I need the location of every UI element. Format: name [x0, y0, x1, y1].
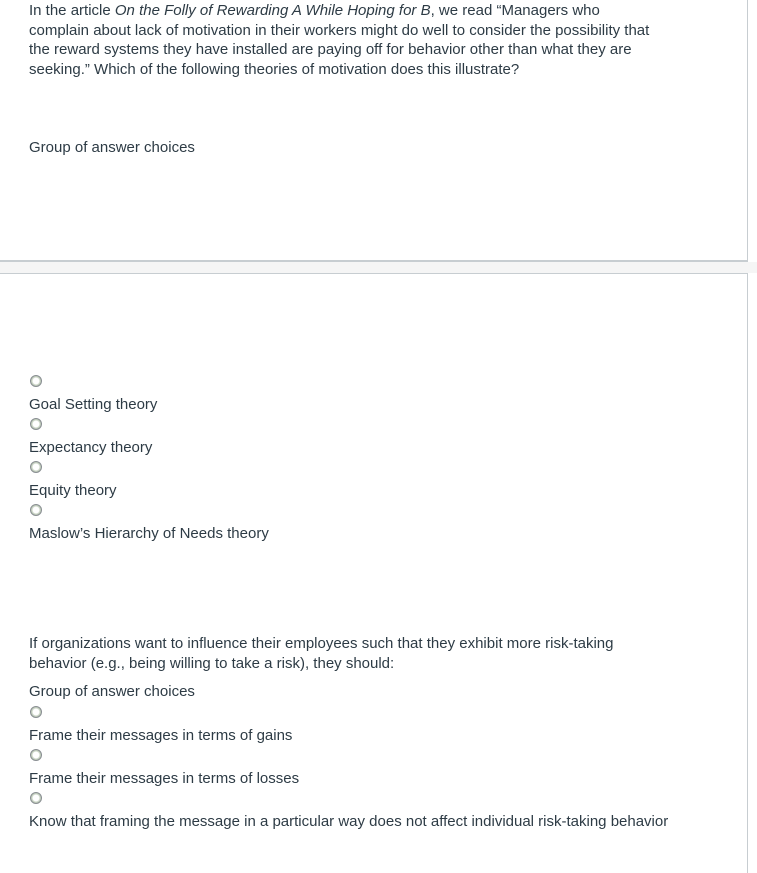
- question-1-text-after: , we read “Managers who complain about lack of motivation in their workers might do well to consider the possibility that the reward systems they have installed are paying off for behavior other than what they are seeking.” Which of the following theories of motivation does this illustrate?: [29, 2, 650, 78]
- answer-label-no-effect[interactable]: Know that framing the message in a particular way does not affect individual risk-taking behavior: [29, 813, 669, 830]
- answer-label-gains[interactable]: Frame their messages in terms of gains: [29, 727, 293, 744]
- answer-radio-no-effect[interactable]: [30, 792, 42, 804]
- answer-radio-losses[interactable]: [30, 749, 42, 761]
- card-separator: [0, 262, 757, 273]
- answer-radio-maslow[interactable]: [30, 504, 42, 516]
- answer-radio-gains[interactable]: [30, 706, 42, 718]
- question-1-text: [29, 1, 654, 79]
- question-2-text: If organizations want to influence their employees such that they exhibit more risk-taking behavior (e.g., being willing to take a risk), they should:: [29, 635, 614, 672]
- answer-radio-equity[interactable]: [30, 461, 42, 473]
- question-1-group-label: Group of answer choices: [29, 139, 195, 156]
- answer-label-losses[interactable]: Frame their messages in terms of losses: [29, 770, 300, 787]
- answer-label-maslow[interactable]: Maslow’s Hierarchy of Needs theory: [29, 525, 269, 542]
- answer-label-equity[interactable]: Equity theory: [29, 482, 117, 499]
- article-title: On the Folly of Rewarding A While Hoping for B: [114, 2, 431, 19]
- question-1-card: [0, 0, 748, 262]
- question-2-group-label: Group of answer choices: [29, 683, 195, 700]
- answer-radio-expectancy[interactable]: [30, 418, 42, 430]
- answer-radio-goal-setting[interactable]: [30, 375, 42, 387]
- answer-label-expectancy[interactable]: Expectancy theory: [29, 439, 153, 456]
- question-1-text-before: In the article: [29, 2, 115, 19]
- answer-label-goal-setting[interactable]: Goal Setting theory: [29, 396, 158, 413]
